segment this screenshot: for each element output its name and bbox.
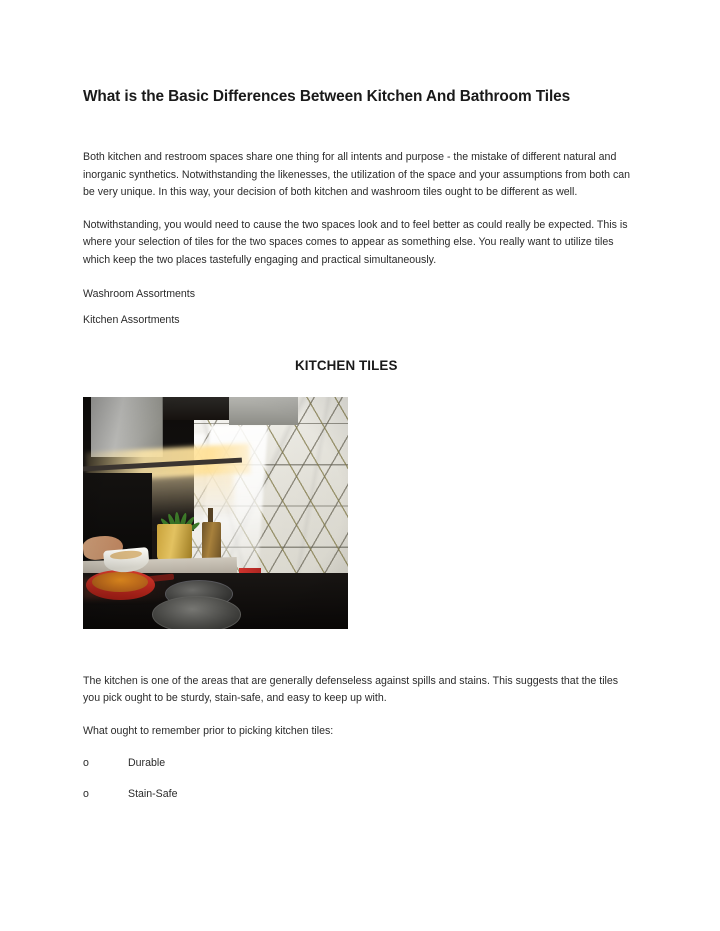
- red-pan-food: [92, 572, 148, 592]
- page-title: What is the Basic Differences Between Kitchen And Bathroom Tiles: [83, 88, 571, 105]
- paragraph-second: Notwithstanding, you would need to cause the two spaces look and to feel better as could really be expected. This is where your selection of tiles for the two spaces comes to appear as something else. You really want to utilize tiles which keep the two places tastefully engaging and practical simultaneously.: [83, 218, 628, 266]
- bullet-label: Stain-Safe: [128, 788, 178, 801]
- paragraph-intro: Both kitchen and restroom spaces share one thing for all intents and purpose - the mistake of different natural and inorganic synthetics. Notwithstanding the likenesses, the utilization of the space and your assumptions from both can be very unique. In this way, your decision of both kitchen and washroom tiles ought to be different as well.: [83, 151, 631, 199]
- bullet-label: Durable: [128, 756, 166, 769]
- line-kitchen-assortments: Kitchen Assortments: [83, 314, 180, 327]
- upper-cabinet-right: [229, 397, 298, 425]
- document-content: [83, 84, 635, 804]
- line-washroom-assortments: Washroom Assortments: [83, 287, 196, 300]
- list-item: [83, 755, 635, 773]
- gray-pan-front: [152, 596, 241, 628]
- gold-planter: [157, 524, 191, 561]
- list-item: [83, 786, 635, 804]
- paragraph-kitchen-spills: The kitchen is one of the areas that are generally defenseless against spills and stains. This suggests that the tiles you pick ought to be sturdy, stain-safe, and easy to keep up with.: [83, 674, 619, 705]
- paragraph-remember-lead: What ought to remember prior to picking kitchen tiles:: [83, 724, 334, 737]
- kitchen-tiles-photo: [83, 397, 348, 629]
- bullet-marker: o: [83, 788, 89, 801]
- photo-canvas: [83, 397, 348, 629]
- bullet-marker: o: [83, 756, 89, 769]
- section-heading-kitchen-tiles: KITCHEN TILES: [295, 357, 398, 373]
